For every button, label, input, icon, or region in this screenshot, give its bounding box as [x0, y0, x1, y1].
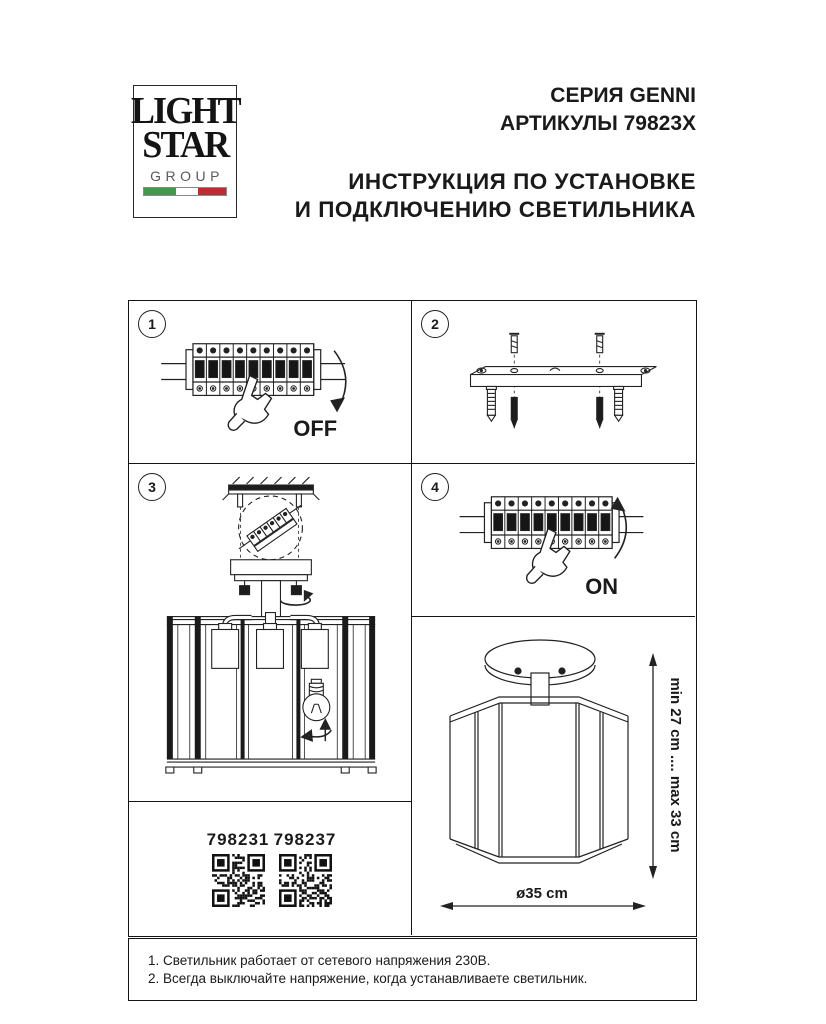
- fixture-assembly-drawing: [129, 464, 411, 801]
- lamp-socket-icon: [212, 624, 239, 669]
- ceiling-canopy-icon: [485, 640, 595, 705]
- note-line-1: 1. Светильник работает от сетевого напряжения 230В.: [148, 953, 491, 968]
- step2-number: 2: [421, 310, 449, 338]
- breaker-off-drawing: [129, 301, 411, 463]
- logo-word-group: GROUP: [150, 168, 224, 185]
- article-code-2: 798237: [273, 830, 337, 849]
- wall-anchor-icon: [614, 386, 624, 421]
- note-line-2: 2. Всегда выключайте напряжение, когда устанавливаете светильник.: [148, 971, 588, 986]
- light-bulb-icon: [303, 679, 330, 720]
- height-dimension: [649, 653, 657, 879]
- wall-anchor-icon: [486, 386, 496, 421]
- step2-panel-mounting-plate: [412, 301, 695, 464]
- articles-title: АРТИКУЛЫ 79823X: [500, 112, 696, 135]
- screw-icon: [511, 397, 517, 427]
- diameter-dimension-label: ø35 cm: [516, 885, 568, 902]
- step3-panel-assembly: [129, 464, 412, 802]
- screw-icon: [509, 334, 519, 353]
- diameter-dimension: [440, 902, 646, 910]
- qr-code-1: [212, 854, 265, 907]
- lightstar-logo: [130, 85, 240, 218]
- article-codes-panel: [129, 802, 412, 935]
- screw-icon: [597, 397, 603, 427]
- drum-shade-icon: [450, 697, 628, 863]
- on-label: ON: [585, 574, 619, 600]
- instruction-grid: [128, 300, 697, 937]
- qr-code-2: [279, 854, 332, 907]
- logo-word-star: STAR: [141, 124, 229, 167]
- step4-number: 4: [421, 473, 449, 501]
- doc-title-line1: ИНСТРУКЦИЯ ПО УСТАНОВКЕ: [348, 169, 696, 194]
- screw-icon: [595, 334, 605, 353]
- italian-flag-bar: [143, 187, 227, 196]
- fixture-dimensions-drawing: [412, 617, 695, 935]
- lamp-socket-icon: [301, 624, 328, 669]
- off-label: OFF: [293, 416, 338, 442]
- series-title: СЕРИЯ GENNI: [550, 84, 696, 107]
- step1-number: 1: [138, 310, 166, 338]
- step4-panel-breaker-on: [412, 464, 695, 617]
- mounting-plate-drawing: [412, 301, 695, 463]
- dimensions-panel: [412, 617, 695, 935]
- lamp-socket-icon: [257, 624, 284, 669]
- safety-notes: [128, 938, 697, 1001]
- logo-word-light: LIGHT: [130, 90, 240, 132]
- article-code-1: 798231: [206, 830, 270, 849]
- breaker-on-drawing: [412, 464, 695, 616]
- doc-title-line2: И ПОДКЛЮЧЕНИЮ СВЕТИЛЬНИКА: [294, 197, 696, 222]
- height-dimension-label: min 27 cm .... max 33 cm: [667, 677, 684, 853]
- step1-panel-breaker-off: [129, 301, 412, 464]
- terminal-block-icon: [235, 500, 308, 559]
- step3-number: 3: [138, 473, 166, 501]
